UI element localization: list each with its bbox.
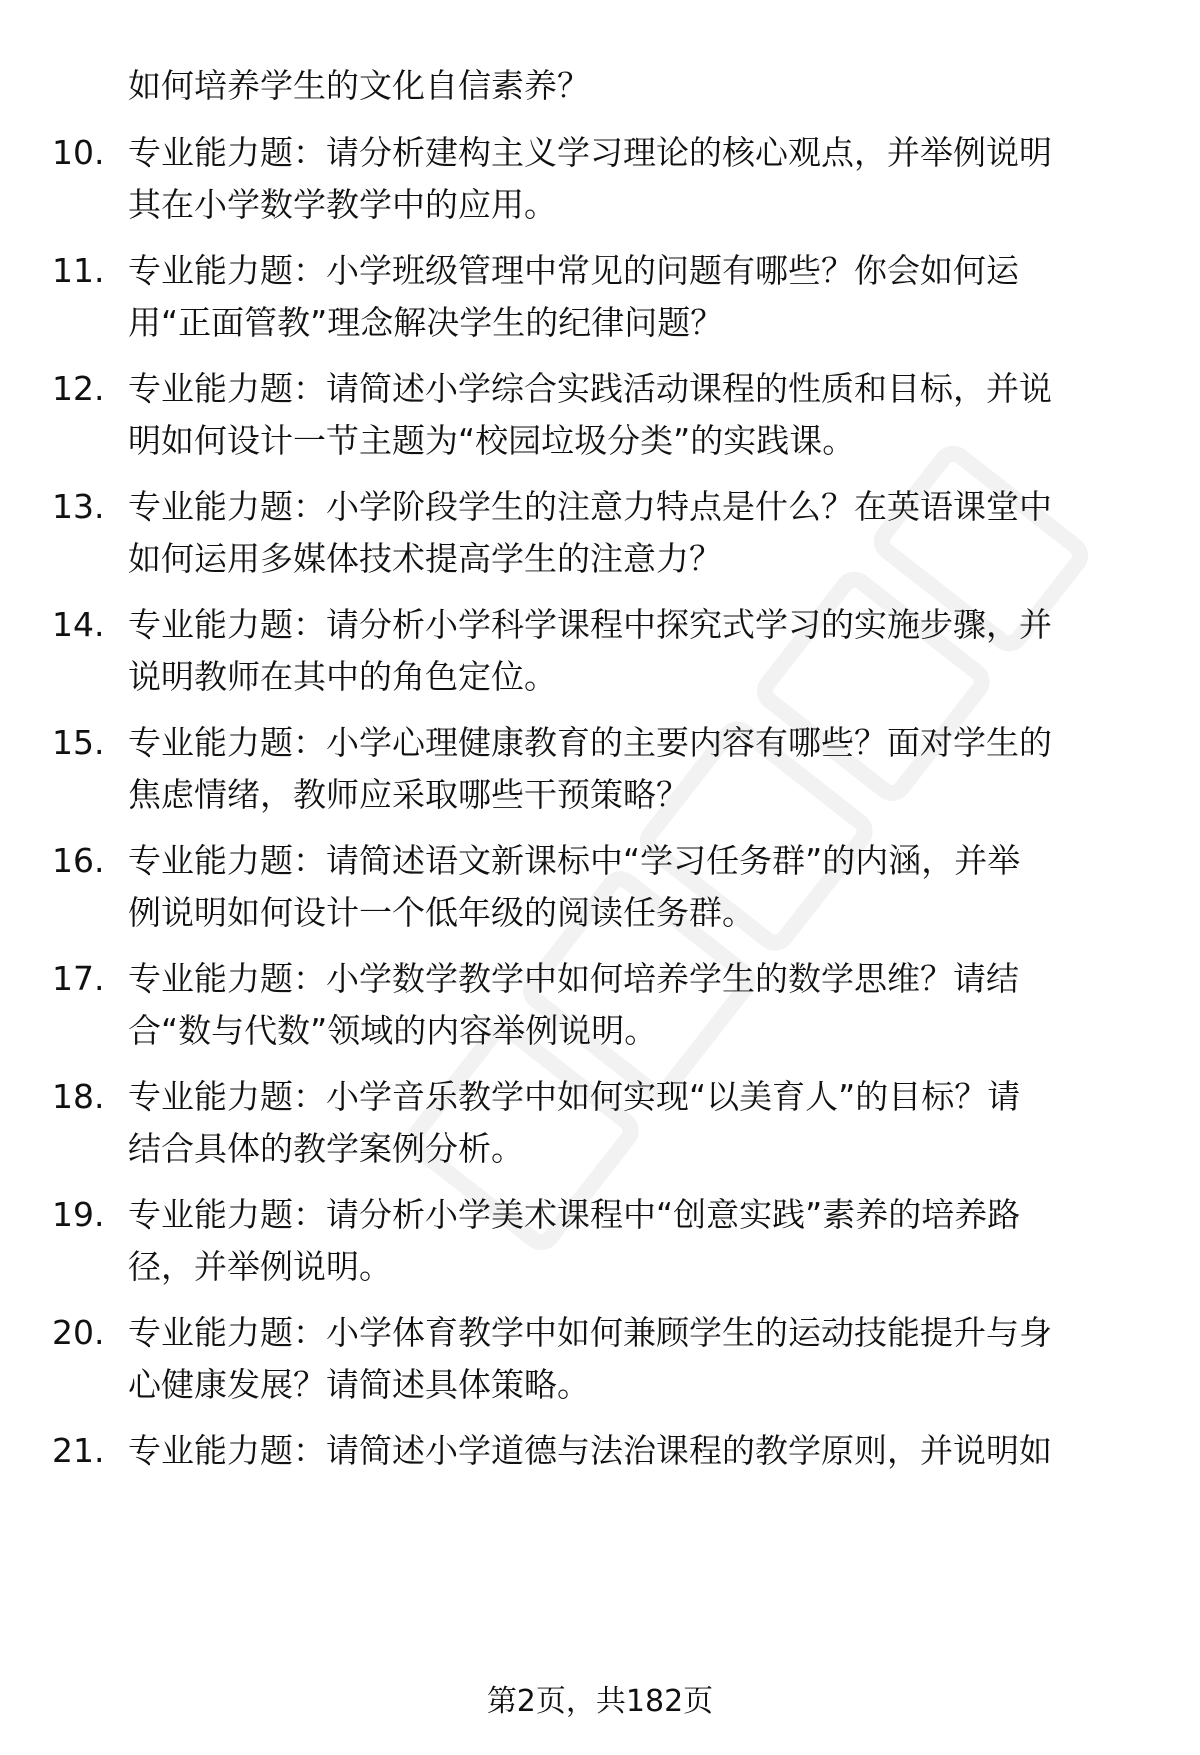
- question-number: 20.: [52, 1313, 105, 1352]
- question-number: 14.: [52, 605, 105, 644]
- question-line-2: 焦虑情绪，教师应采取哪些干预策略？: [128, 775, 689, 814]
- question-number: 12.: [52, 369, 105, 408]
- question-number: 13.: [52, 487, 105, 526]
- question-number: 16.: [52, 841, 105, 880]
- question-line-1: 专业能力题：小学阶段学生的注意力特点是什么？在英语课堂中: [128, 487, 1052, 526]
- question-number: 21.: [52, 1431, 105, 1470]
- question-line-1: 专业能力题：小学音乐教学中如何实现“以美育人”的目标？请: [128, 1077, 1021, 1116]
- question-line-1: 专业能力题：请简述语文新课标中“学习任务群”的内涵，并举: [128, 841, 1021, 880]
- question-line-1: 专业能力题：小学体育教学中如何兼顾学生的运动技能提升与身: [128, 1313, 1052, 1352]
- question-line-2: 如何运用多媒体技术提高学生的注意力？: [128, 539, 722, 578]
- question-number: 15.: [52, 723, 105, 762]
- question-line-1: 专业能力题：小学心理健康教育的主要内容有哪些？面对学生的: [128, 723, 1052, 762]
- question-line-1: 专业能力题：请简述小学道德与法治课程的教学原则，并说明如: [128, 1431, 1052, 1470]
- question-number: 18.: [52, 1077, 105, 1116]
- question-line-2: 其在小学数学教学中的应用。: [128, 185, 557, 224]
- question-number: 11.: [52, 251, 105, 290]
- question-line-2: 说明教师在其中的角色定位。: [128, 657, 557, 696]
- question-line-2: 结合具体的教学案例分析。: [128, 1129, 524, 1168]
- question-number: 19.: [52, 1195, 105, 1234]
- question-item-21: [0, 1425, 1200, 1565]
- question-line-2: 用“正面管教”理念解决学生的纪律问题？: [128, 303, 724, 342]
- question-line-2: 合“数与代数”领域的内容举例说明。: [128, 1011, 658, 1050]
- question-line-2: 例说明如何设计一个低年级的阅读任务群。: [128, 893, 755, 932]
- question-line-1: 专业能力题：请简述小学综合实践活动课程的性质和目标，并说: [128, 369, 1052, 408]
- lead-line: 如何培养学生的文化自信素养？: [128, 66, 590, 105]
- question-line-1: 专业能力题：小学数学教学中如何培养学生的数学思维？请结: [128, 959, 1019, 998]
- question-line-1: 专业能力题：请分析小学科学课程中探究式学习的实施步骤，并: [128, 605, 1052, 644]
- question-line-1: 专业能力题：请分析小学美术课程中“创意实践”素养的培养路: [128, 1195, 1021, 1234]
- question-number: 17.: [52, 959, 105, 998]
- question-line-1: 专业能力题：小学班级管理中常见的问题有哪些？你会如何运: [128, 251, 1019, 290]
- question-number: 10.: [52, 133, 105, 172]
- question-line-1: 专业能力题：请分析建构主义学习理论的核心观点，并举例说明: [128, 133, 1052, 172]
- question-line-2: 明如何设计一节主题为“校园垃圾分类”的实践课。: [128, 421, 856, 460]
- page-footer: 第2页，共182页: [486, 1684, 714, 1719]
- question-line-2: 心健康发展？请简述具体策略。: [128, 1365, 590, 1404]
- question-line-2: 径，并举例说明。: [128, 1247, 392, 1286]
